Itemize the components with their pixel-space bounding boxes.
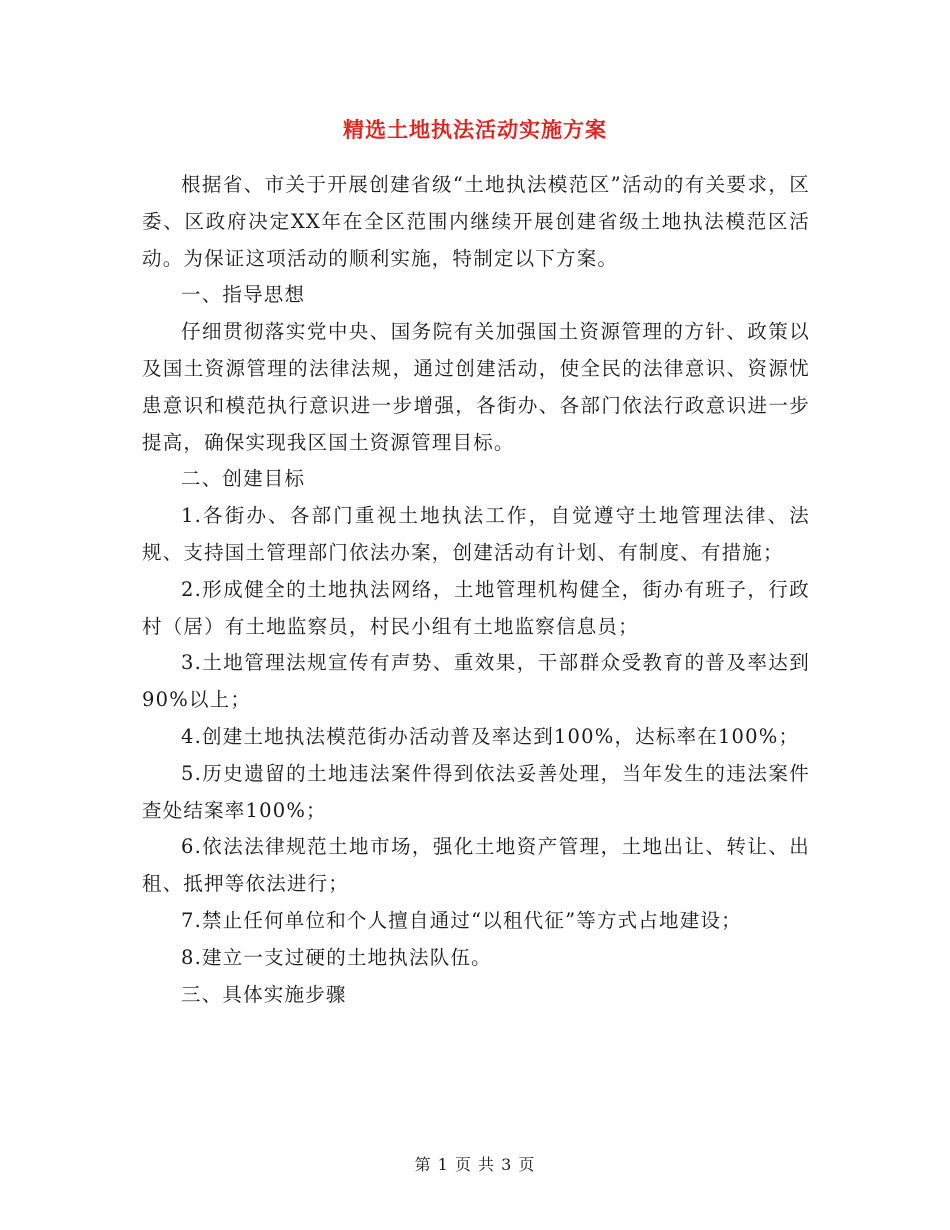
heading-guiding-ideology: 一、指导思想: [181, 283, 306, 307]
heading-goals: 二、创建目标: [181, 467, 306, 491]
goal-item-6: 6.依法法律规范土地市场，强化土地资产管理，土地出让、转让、出租、抵押等依法进行；: [142, 835, 810, 896]
goal-item-1: 1.各街办、各部门重视土地执法工作，自觉遵守土地管理法律、法规、支持国土管理部门依法办案，创建活动有计划、有制度、有措施；: [142, 504, 810, 564]
page-footer: 第 1 页 共 3 页: [414, 1155, 536, 1174]
paragraph-guiding-ideology: 仔细贯彻落实党中央、国务院有关加强国土资源管理的方针、政策以及国土资源管理的法律法规，通过创建活动，使全民的法律意识、资源忧患意识和模范执行意识进一步增强，各街办、各部门依法行政意识进一步提高，确保实现我区国土资源管理目标。: [142, 320, 810, 454]
goal-item-7: 7.禁止任何单位和个人擅自通过“以租代征”等方式占地建设；: [181, 908, 742, 932]
document-body: [142, 167, 810, 1013]
document-title: 精选土地执法活动实施方案: [343, 117, 607, 142]
goal-item-4: 4.创建土地执法模范街办活动普及率达到100%，达标率在100%；: [181, 724, 800, 748]
goal-item-3: 3.土地管理法规宣传有声势、重效果，干部群众受教育的普及率达到90%以上；: [142, 651, 810, 712]
paragraph-intro: 根据省、市关于开展创建省级“土地执法模范区”活动的有关要求，区委、区政府决定XX年在全区范围内继续开展创建省级土地执法模范区活动。为保证这项活动的顺利实施，特制定以下方案。: [142, 173, 810, 270]
goal-item-8: 8.建立一支过硬的土地执法队伍。: [181, 945, 492, 969]
goal-item-5: 5.历史遗留的土地违法案件得到依法妥善处理，当年发生的违法案件查处结案率100%；: [142, 761, 810, 822]
goal-item-2: 2.形成健全的土地执法网络，土地管理机构健全，街办有班子，行政村（居）有土地监察员，村民小组有土地监察信息员；: [142, 577, 810, 638]
heading-implementation-steps: 三、具体实施步骤: [181, 982, 347, 1006]
